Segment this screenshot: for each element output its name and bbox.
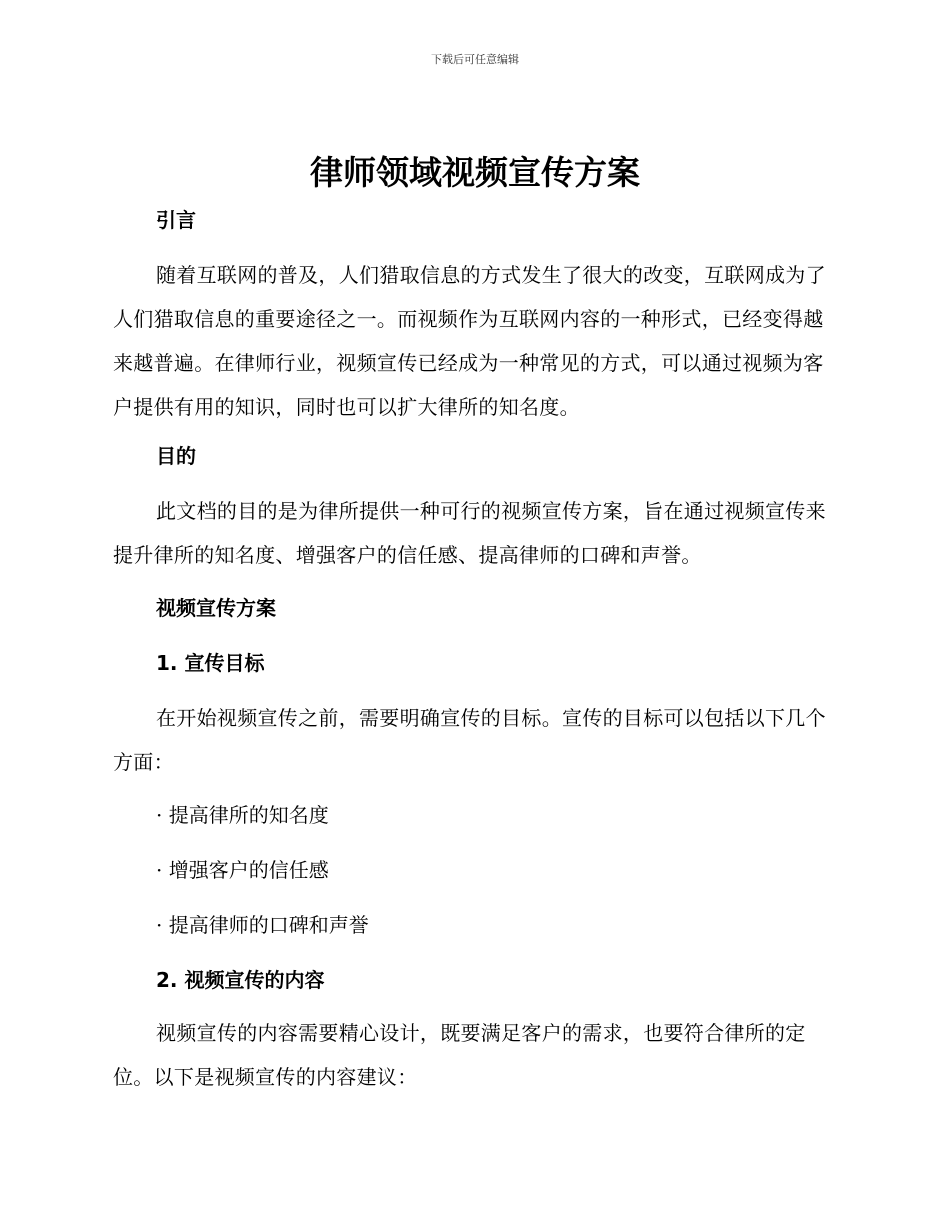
purpose-heading: 目的	[156, 444, 196, 468]
content-paragraph: 视频宣传的内容需要精心设计，既要满足客户的需求，也要符合律所的定位。以下是视频宣传的内容建议：	[113, 1021, 806, 1089]
content-heading: 2. 视频宣传的内容	[156, 968, 325, 992]
plan-heading: 视频宣传方案	[156, 596, 276, 620]
purpose-paragraph: 此文档的目的是为律所提供一种可行的视频宣传方案，旨在通过视频宣传来提升律所的知名度、增强客户的信任感、提高律师的口碑和声誉。	[113, 499, 826, 567]
list-item: · 提高律师的口碑和声誉	[156, 913, 369, 937]
list-item: · 提高律所的知名度	[156, 803, 329, 827]
intro-paragraph: 随着互联网的普及，人们猎取信息的方式发生了很大的改变，互联网成为了人们猎取信息的重要途径之一。而视频作为互联网内容的一种形式，已经变得越来越普遍。在律师行业，视频宣传已经成为一种常见的方式，可以通过视频为客户提供有用的知识，同时也可以扩大律所的知名度。	[113, 263, 826, 419]
goal-heading: 1. 宣传目标	[156, 651, 265, 675]
goal-paragraph: 在开始视频宣传之前，需要明确宣传的目标。宣传的目标可以包括以下几个方面：	[113, 706, 826, 774]
intro-heading: 引言	[156, 208, 196, 232]
list-item: · 增强客户的信任感	[156, 858, 329, 882]
document-title: 律师领域视频宣传方案	[310, 153, 640, 192]
page-header: 下载后可任意编辑	[431, 53, 519, 66]
